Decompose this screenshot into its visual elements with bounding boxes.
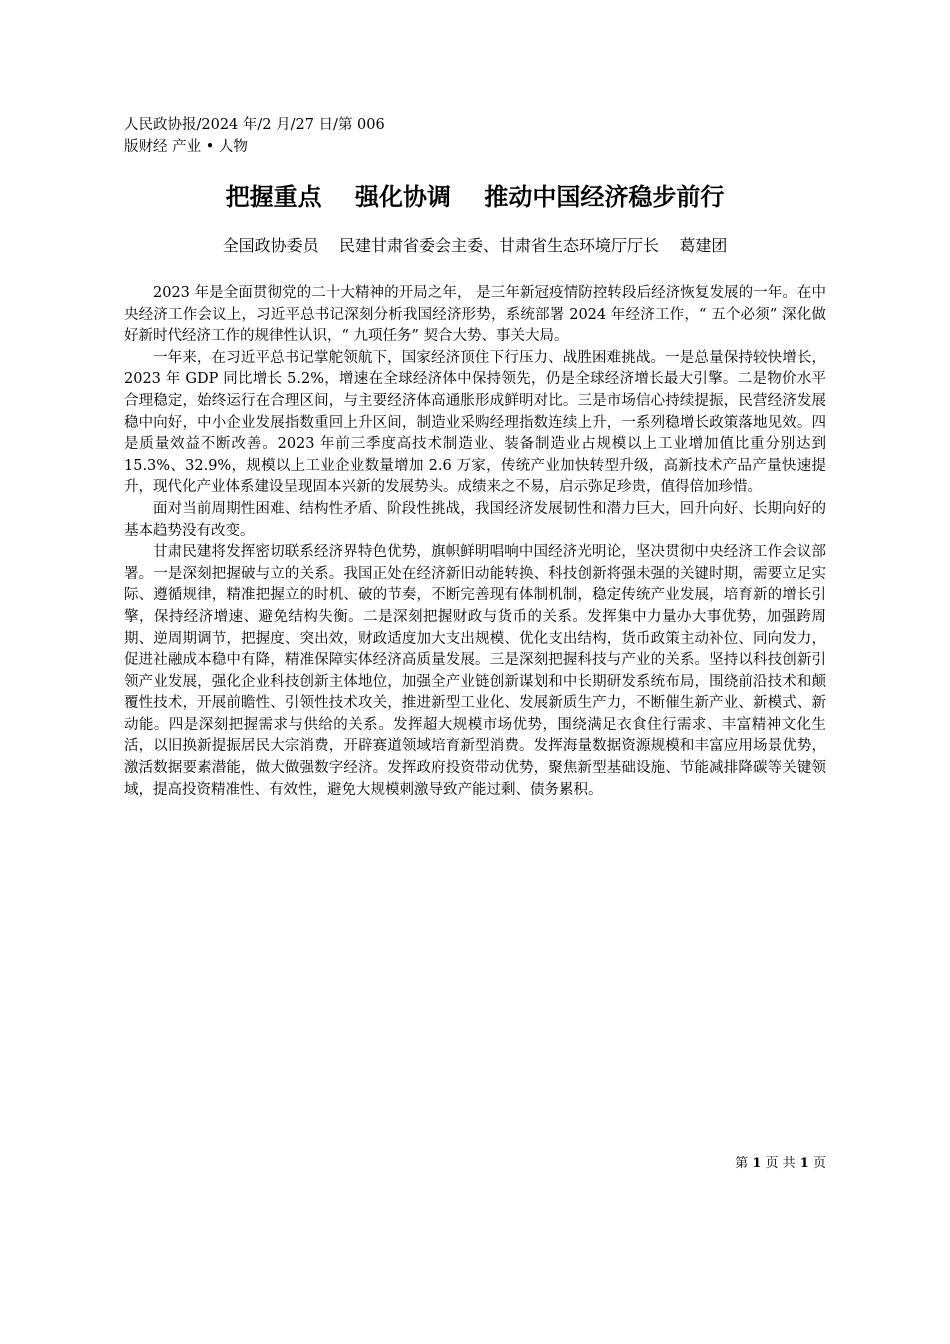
page-number: 1 — [752, 1156, 762, 1171]
page-total: 1 — [799, 1156, 809, 1171]
paragraph-1: 2023 年是全面贯彻党的二十大精神的开局之年， 是三年新冠疫情防控转段后经济恢复发展的一年。在中央经济工作会议上，习近平总书记深刻分析我国经济形势，系统部署 2024 年经济工作，“ 五个必须” 深化做好新时代经济工作的规律性认识，“ 九项任务” 契合大势、事关大局。 — [124, 285, 826, 345]
paragraph-2: 一年来，在习近平总书记掌舵领航下，国家经济顶住下行压力、战胜困难挑战。一是总量保持较快增长，2023 年 GDP 同比增长 5.2%，增速在全球经济体中保持领先，仍是全球经济增长最大引擎。二是物价水平合理稳定，始终运行在合理区间，与主要经济体高通胀形成鲜明对比。三是市场信心持续提振，民营经济发展稳中向好，中小企业发展指数重回上升区间，制造业采购经理指数连续上升，一系列稳增长政策落地见效。四是质量效益不断改善。2023 年前三季度高技术制造业、装备制造业占规模以上工业增加值比重分别达到 15.3%、32.9%，规模以上工业企业数量增加 2.6 万家，传统产业加快转型升级，高新技术产品产量快速提升，现代化产业体系建设呈现固本兴新的发展势头。成绩来之不易，启示弥足珍贵，值得倍加珍惜。 — [124, 349, 826, 496]
page-end: 页 — [812, 1156, 826, 1171]
author-byline: 全国政协委员 民建甘肃省委会主委、甘肃省生态环境厅厅长 葛建团 — [222, 236, 728, 255]
source-info — [124, 114, 544, 158]
paragraph-4: 甘肃民建将发挥密切联系经济界特色优势，旗帜鲜明唱响中国经济光明论，坚决贯彻中央经济工作会议部署。一是深刻把握破与立的关系。我国正处在经济新旧动能转换、科技创新将强未强的关键时期，需要立足实际、遵循规律，精准把握立的时机、破的节奏，不断完善现有体制机制，稳定传统产业发展，培育新的增长引擎，保持经济增速、避免结构失衡。二是深刻把握财政与货币的关系。发挥集中力量办大事优势，加强跨周期、逆周期调节，把握度、突出效，财政适度加大支出规模、优化支出结构，货币政策主动补位、同向发力，促进社融成本稳中有降，精准保障实体经济高质量发展。三是深刻把握科技与产业的关系。坚持以科技创新引领产业发展，强化企业科技创新主体地位，加强全产业链创新谋划和中长期研发系统布局，围绕前沿技术和颠覆性技术，开展前瞻性、引领性技术攻关，推进新型工业化、发展新质生产力，不断催生新产业、新模式、新动能。四是深刻把握需求与供给的关系。发挥超大规模市场优势，围绕满足衣食住行需求、丰富精神文化生活，以旧换新提振居民大宗消费，开辟赛道领域培育新型消费。发挥海量数据资源规模和丰富应用场景优势，激活数据要素潜能，做大做强数字经济。发挥政府投资带动优势，聚焦新型基础设施、节能减排降碳等关键领域，提高投资精准性、有效性，避免大规模刺激导致产能过剩、债务累积。 — [124, 544, 826, 798]
page-mid: 页 共 — [765, 1156, 796, 1171]
article-body — [124, 283, 826, 801]
page-footer — [700, 1154, 826, 1174]
page-label: 第 — [735, 1156, 749, 1171]
paragraph-3: 面对当前周期性困难、结构性矛盾、阶段性挑战，我国经济发展韧性和潜力巨大，回升向好、长期向好的基本趋势没有改变。 — [124, 500, 826, 539]
source-line-1: 人民政协报/2024 年/2 月/27 日/第 006 — [124, 117, 385, 133]
source-line-2: 版财经 产业 • 人物 — [124, 139, 248, 155]
article-title: 把握重点 强化协调 推动中国经济稳步前行 — [225, 183, 725, 211]
